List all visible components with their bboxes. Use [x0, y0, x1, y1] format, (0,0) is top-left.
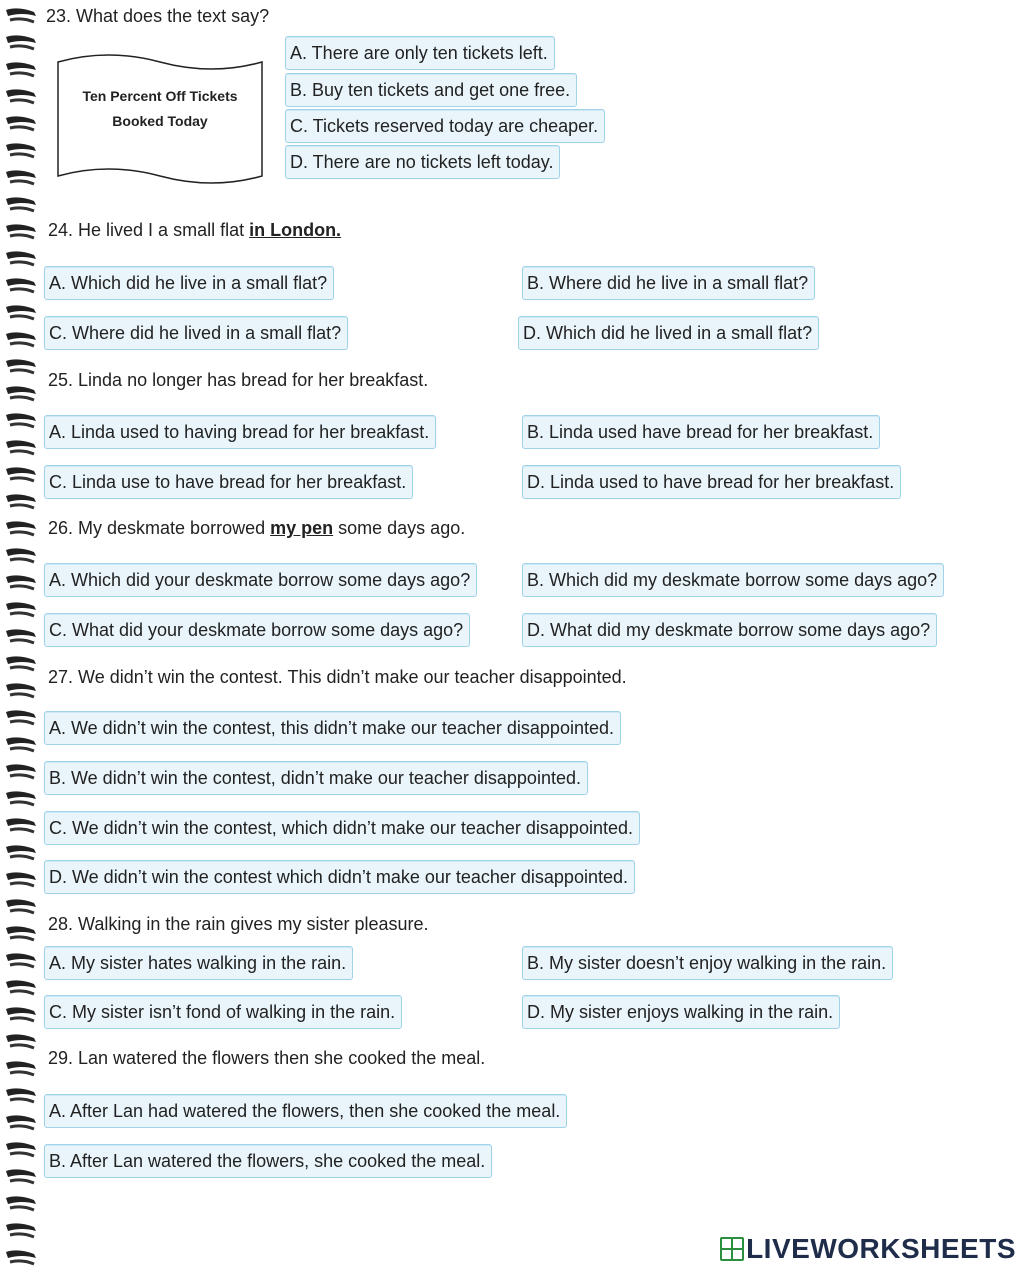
binder-ring	[4, 760, 38, 786]
q27-option-b[interactable]: B. We didn’t win the contest, didn’t make our teacher disappointed.	[44, 761, 588, 795]
q26-option-d[interactable]: D. What did my deskmate borrow some days ago?	[522, 613, 937, 647]
binder-ring	[4, 706, 38, 732]
q28-option-b[interactable]: B. My sister doesn’t enjoy walking in the rain.	[522, 946, 893, 980]
binder-ring	[4, 4, 38, 30]
q27-option-c[interactable]: C. We didn’t win the contest, which didn’t make our teacher disappointed.	[44, 811, 640, 845]
q23-option-a[interactable]: A. There are only ten tickets left.	[285, 36, 555, 70]
q25-option-c[interactable]: C. Linda use to have bread for her breakfast.	[44, 465, 413, 499]
question-24-stem	[48, 220, 341, 241]
binder-ring	[4, 922, 38, 948]
binder-ring	[4, 787, 38, 813]
q26-option-c[interactable]: C. What did your deskmate borrow some days ago?	[44, 613, 470, 647]
q25-option-b[interactable]: B. Linda used have bread for her breakfast.	[522, 415, 880, 449]
binder-ring	[4, 1219, 38, 1245]
q25-option-a[interactable]: A. Linda used to having bread for her breakfast.	[44, 415, 436, 449]
stem-text-end: some days ago.	[333, 518, 466, 538]
q29-option-b[interactable]: B. After Lan watered the flowers, she cooked the meal.	[44, 1144, 492, 1178]
question-23-stem: 23. What does the text say?	[46, 6, 270, 26]
question-29-stem: 29. Lan watered the flowers then she cooked the meal.	[48, 1048, 486, 1068]
q26-option-a[interactable]: A. Which did your deskmate borrow some days ago?	[44, 563, 477, 597]
question-26-stem	[48, 518, 465, 539]
binder-ring	[4, 1192, 38, 1218]
q24-option-a[interactable]: A. Which did he live in a small flat?	[44, 266, 334, 300]
binder-ring	[4, 328, 38, 354]
binder-ring	[4, 1003, 38, 1029]
binder-ring	[4, 85, 38, 111]
binder-ring	[4, 1165, 38, 1191]
binder-rings	[0, 0, 44, 1279]
binder-ring	[4, 220, 38, 246]
binder-ring	[4, 679, 38, 705]
q27-option-d[interactable]: D. We didn’t win the contest which didn’t make our teacher disappointed.	[44, 860, 635, 894]
binder-ring	[4, 571, 38, 597]
binder-ring	[4, 895, 38, 921]
logo-icon	[720, 1237, 742, 1261]
binder-ring	[4, 436, 38, 462]
binder-ring	[4, 1246, 38, 1272]
q24-option-b[interactable]: B. Where did he live in a small flat?	[522, 266, 815, 300]
binder-ring	[4, 517, 38, 543]
stem-text: 24. He lived I a small flat	[48, 220, 250, 240]
binder-ring	[4, 193, 38, 219]
q26-option-b[interactable]: B. Which did my deskmate borrow some days ago?	[522, 563, 944, 597]
binder-ring	[4, 1030, 38, 1056]
liveworksheets-logo	[720, 1233, 1016, 1265]
binder-ring	[4, 814, 38, 840]
q24-option-c[interactable]: C. Where did he lived in a small flat?	[44, 316, 348, 350]
binder-ring	[4, 1057, 38, 1083]
q27-option-a[interactable]: A. We didn’t win the contest, this didn’t make our teacher disappointed.	[44, 711, 621, 745]
sign-line-1: Ten Percent Off Tickets	[82, 88, 238, 104]
binder-ring	[4, 1138, 38, 1164]
sign-line-2: Booked Today	[112, 113, 208, 129]
q24-option-d[interactable]: D. Which did he lived in a small flat?	[518, 316, 819, 350]
logo-text: LIVEWORKSHEETS	[746, 1233, 1016, 1264]
binder-ring	[4, 139, 38, 165]
stem-text: 26. My deskmate borrowed	[48, 518, 271, 538]
binder-ring	[4, 1111, 38, 1137]
binder-ring	[4, 58, 38, 84]
binder-ring	[4, 598, 38, 624]
binder-ring	[4, 301, 38, 327]
question-27-stem: 27. We didn’t win the contest. This didn’t make our teacher disappointed.	[48, 667, 627, 687]
q23-option-d[interactable]: D. There are no tickets left today.	[285, 145, 560, 179]
q28-option-a[interactable]: A. My sister hates walking in the rain.	[44, 946, 353, 980]
binder-ring	[4, 382, 38, 408]
stem-emphasis: in London.	[249, 220, 342, 240]
binder-ring	[4, 544, 38, 570]
binder-ring	[4, 112, 38, 138]
binder-ring	[4, 976, 38, 1002]
binder-ring	[4, 652, 38, 678]
binder-ring	[4, 868, 38, 894]
binder-ring	[4, 31, 38, 57]
q28-option-c[interactable]: C. My sister isn’t fond of walking in the rain.	[44, 995, 402, 1029]
binder-ring	[4, 274, 38, 300]
binder-ring	[4, 166, 38, 192]
binder-ring	[4, 355, 38, 381]
binder-ring	[4, 949, 38, 975]
binder-ring	[4, 841, 38, 867]
question-28-stem: 28. Walking in the rain gives my sister pleasure.	[48, 914, 429, 934]
q23-option-c[interactable]: C. Tickets reserved today are cheaper.	[285, 109, 605, 143]
binder-ring	[4, 409, 38, 435]
q29-option-a[interactable]: A. After Lan had watered the flowers, then she cooked the meal.	[44, 1094, 567, 1128]
binder-ring	[4, 733, 38, 759]
q23-option-b[interactable]: B. Buy ten tickets and get one free.	[285, 73, 577, 107]
binder-ring	[4, 247, 38, 273]
stem-emphasis: my pen	[270, 518, 334, 538]
question-25-stem: 25. Linda no longer has bread for her breakfast.	[48, 370, 429, 390]
binder-ring	[4, 625, 38, 651]
q25-option-d[interactable]: D. Linda used to have bread for her breakfast.	[522, 465, 901, 499]
binder-ring	[4, 463, 38, 489]
q28-option-d[interactable]: D. My sister enjoys walking in the rain.	[522, 995, 840, 1029]
binder-ring	[4, 490, 38, 516]
binder-ring	[4, 1084, 38, 1110]
